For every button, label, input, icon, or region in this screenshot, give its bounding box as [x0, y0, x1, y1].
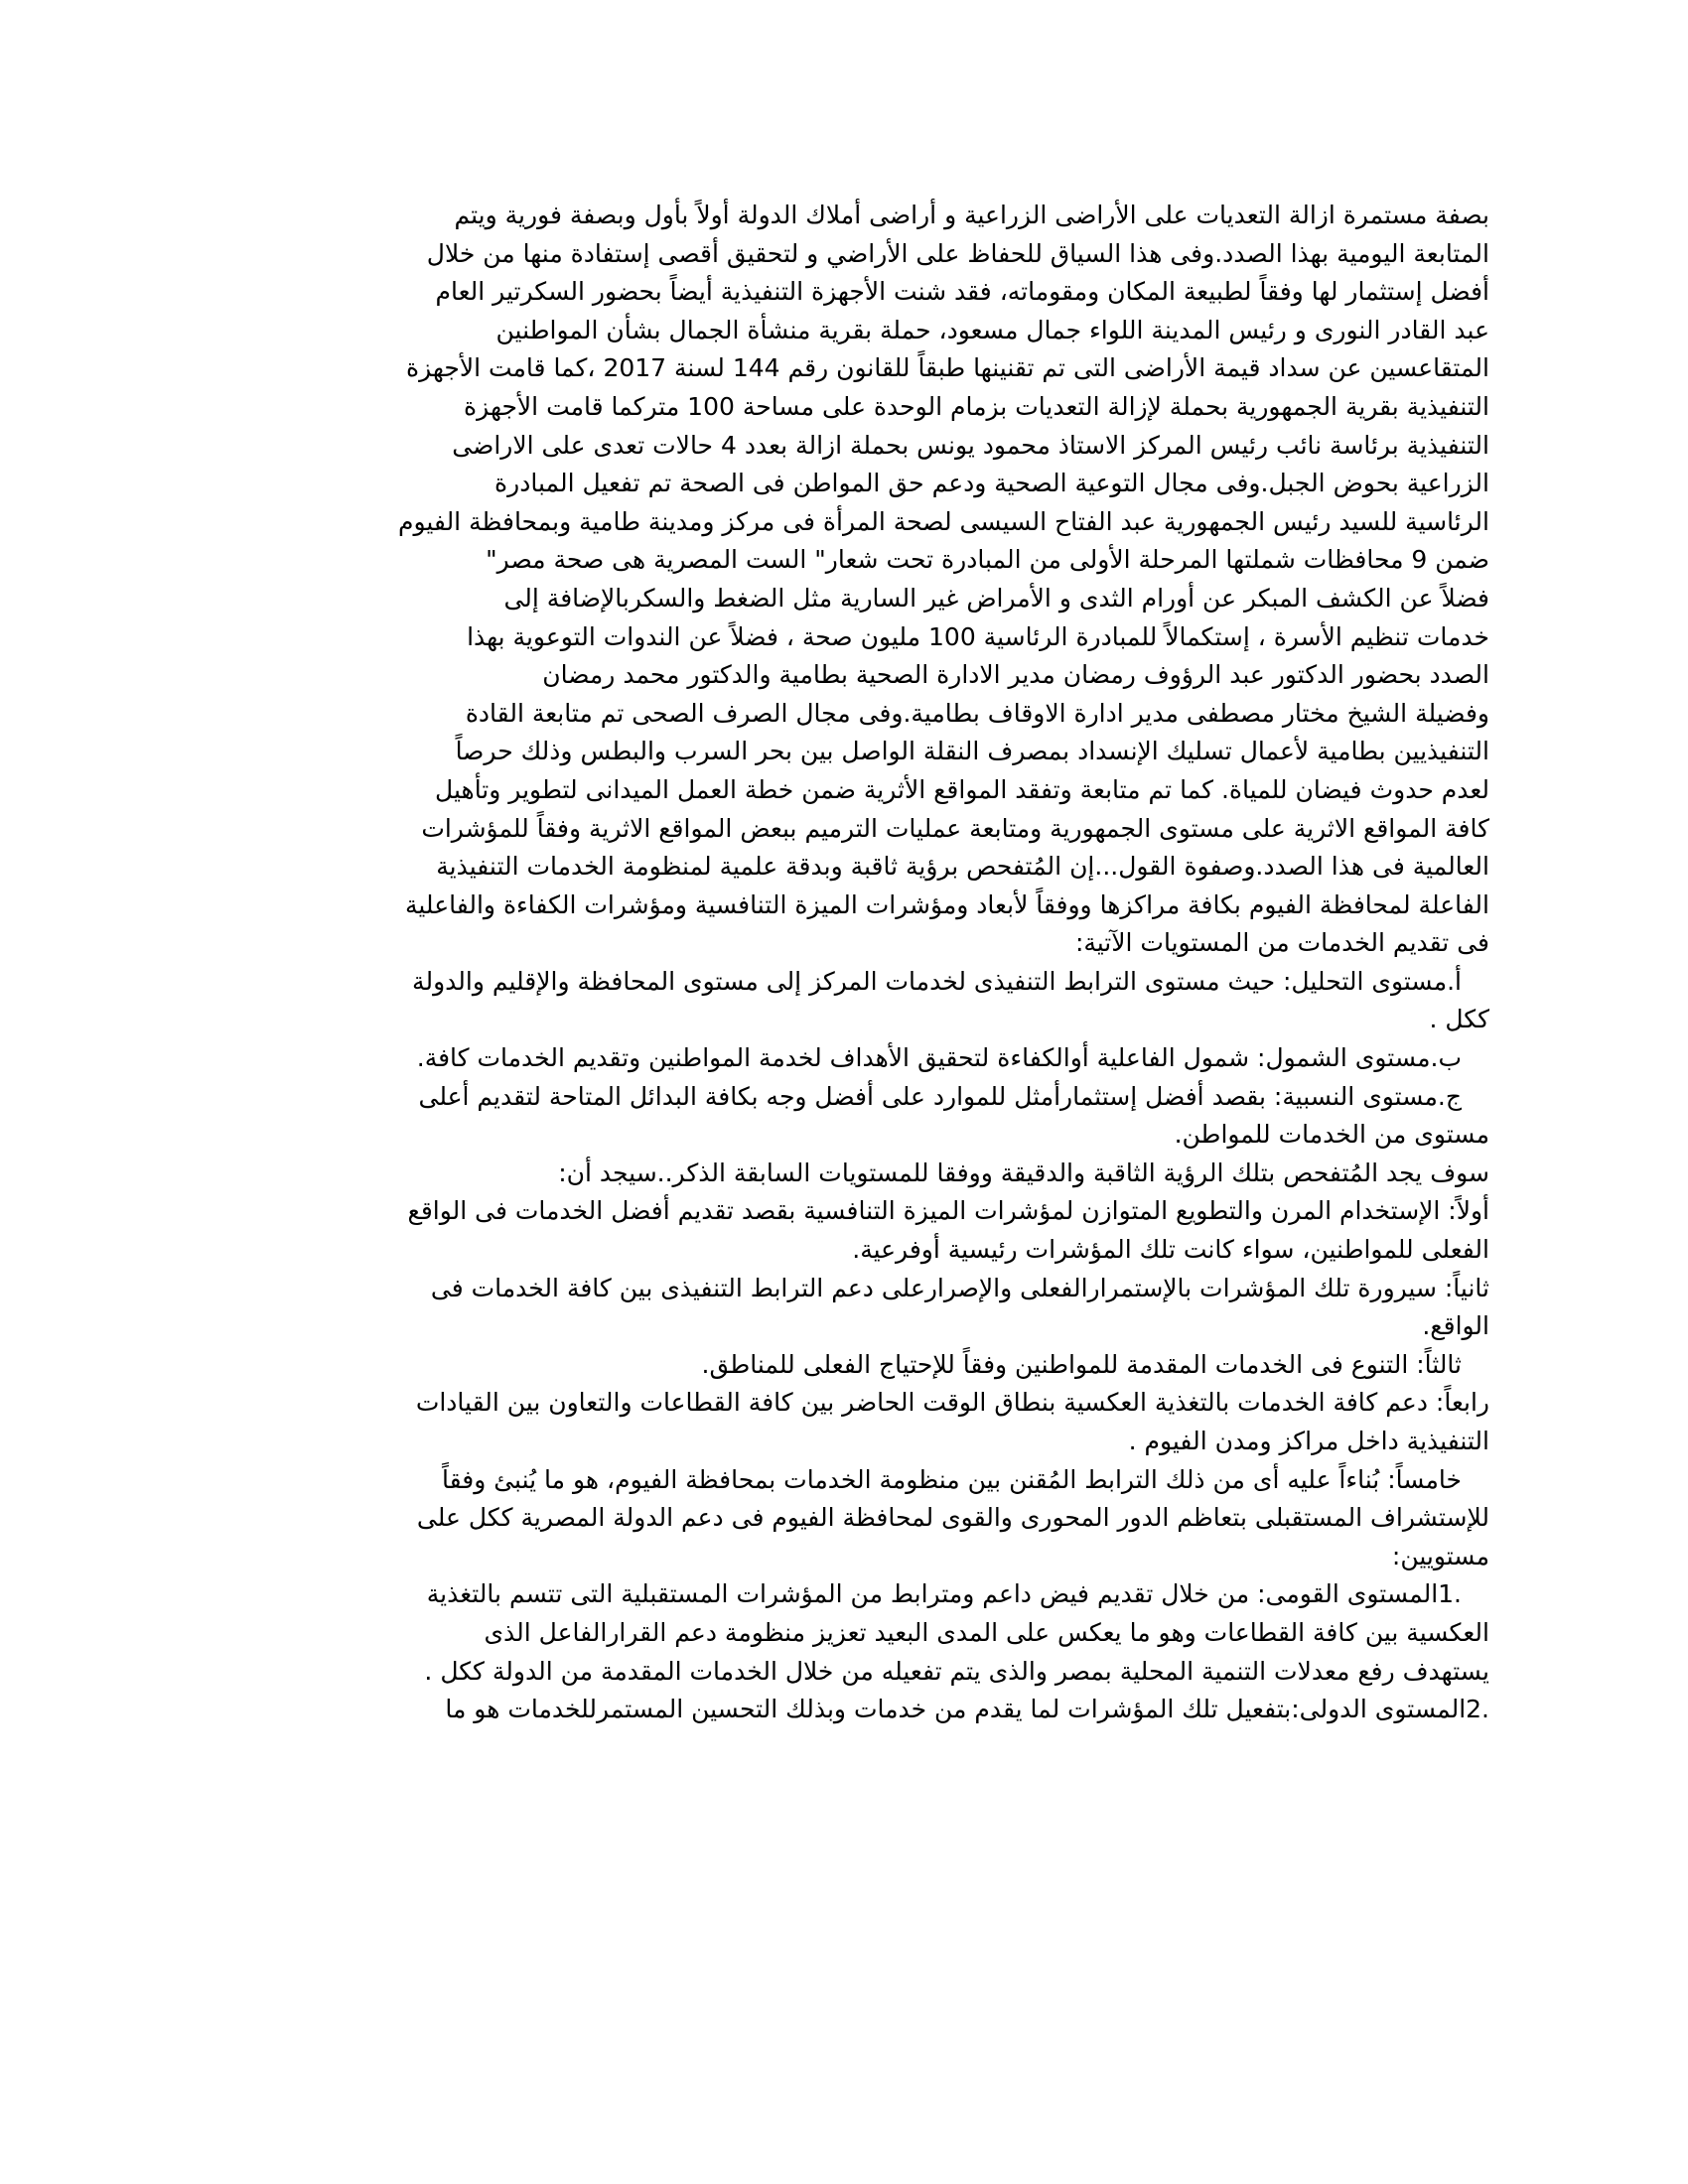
- text-line: التنفيذية داخل مراكز ومدن الفيوم .: [1128, 1427, 1489, 1455]
- text-line: المتقاعسين عن سداد قيمة الأراضى التى تم تقنينها طبقاً للقانون رقم 144 لسنة 2017 ،كما قامت الأجهزة: [405, 353, 1489, 383]
- list-item-line: ثالثاً: التنوع فى الخدمات المقدمة للمواطنين وفقاً للإحتياج الفعلى للمناطق.: [701, 1349, 1462, 1379]
- text-line: خدمات تنظيم الأسرة ، إستكمالاً للمبادرة الرئاسية 100 مليون صحة ، فضلاً عن الندوات التوعوية بهذا: [467, 621, 1489, 651]
- text-line: الرئاسية للسيد رئيس الجمهورية عبد الفتاح السيسى لصحة المرأة فى مركز ومدينة طامية وبمحافظة الفيوم: [397, 506, 1489, 536]
- text-line: الفعلى للمواطنين، سواء كانت تلك المؤشرات رئيسية أوفرعية.: [852, 1235, 1489, 1265]
- text-line: المتابعة اليومية بهذا الصدد.وفى هذا السياق للحفاظ على الأراضي و لتحقيق أقصى إستفادة منها من خلال: [426, 238, 1489, 268]
- list-item-line: ثانياً: سيرورة تلك المؤشرات بالإستمرارالفعلى والإصرارعلى دعم الترابط التنفيذى بين كافة الخدمات فى: [430, 1273, 1489, 1302]
- text-line: لعدم حدوث فيضان للمياة. كما تم متابعة وتفقد المواقع الأثرية ضمن خطة العمل الميدانى لتطوير وتأهيل: [435, 774, 1489, 804]
- text-line: التنفيذية برئاسة نائب رئيس المركز الاستاذ محمود يونس بحملة ازالة بعدد 4 حالات تعدى على الاراضى: [452, 430, 1489, 460]
- text-line: ككل .: [1429, 1005, 1489, 1034]
- text-line: أفضل إستثمار لها وفقاً لطبيعة المكان ومقوماته، فقد شنت الأجهزة التنفيذية أيضاً بحضور السكرتير العام: [435, 277, 1489, 307]
- list-item-line: أولاً: الإستخدام المرن والتطويع المتوازن لمؤشرات الميزة التنافسية بقصد تقديم أفضل الخدمات فى الواقع: [407, 1196, 1489, 1226]
- text-line: للإستشراف المستقبلى بتعاظم الدور المحورى والقوى لمحافظة الفيوم فى دعم الدولة المصرية ككل على: [416, 1503, 1489, 1533]
- text-line: العكسية بين كافة القطاعات وهو ما يعكس على المدى البعيد تعزيز منظومة دعم القرارالفاعل الذى: [484, 1617, 1489, 1647]
- text-line: يستهدف رفع معدلات التنمية المحلية بمصر والذى يتم تفعيله من خلال الخدمات المقدمة من الدولة ككل .: [424, 1656, 1489, 1686]
- text-line: التنفيذية بقرية الجمهورية بحملة لإزالة التعديات بزمام الوحدة على مساحة 100 متركما قامت الأجهزة: [464, 391, 1489, 421]
- text-line: العالمية فى هذا الصدد.وصفوة القول...إن المُتفحص برؤية ثاقبة وبدقة علمية لمنظومة الخدمات التنفيذية: [436, 852, 1489, 882]
- text-line: وفضيلة الشيخ مختار مصطفى مدير ادارة الاوقاف بطامية.وفى مجال الصرف الصحى تم متابعة القادة: [465, 698, 1489, 728]
- text-line: سوف يجد المُتفحص بتلك الرؤية الثاقبة والدقيقة ووفقا للمستويات السابقة الذكر..سيجد أن:: [558, 1158, 1489, 1187]
- list-item-line: ج.مستوى النسبية: بقصد أفضل إستثمارأمثل للموارد على أفضل وجه بكافة البدائل المتاحة لتقديم أعلى: [418, 1081, 1462, 1111]
- list-item-line: رابعاً: دعم كافة الخدمات بالتغذية العكسية بنطاق الوقت الحاضر بين كافة القطاعات والتعاون بين القيادات: [415, 1388, 1489, 1418]
- list-item-line: .1المستوى القومى: من خلال تقديم فيض داعم ومترابط من المؤشرات المستقبلية التى تتسم بالتغذية: [426, 1579, 1462, 1609]
- text-line: مستوى من الخدمات للمواطن.: [1174, 1120, 1489, 1150]
- text-line: الزراعية بحوض الجبل.وفى مجال التوعية الصحية ودعم حق المواطن فى الصحة تم تفعيل المبادرة: [494, 469, 1489, 498]
- text-line: بصفة مستمرة ازالة التعديات على الأراضى الزراعية و أراضى أملاك الدولة أولاً بأول وبصفة فورية ويتم: [454, 201, 1489, 229]
- text-line: كافة المواقع الاثرية على مستوى الجمهورية ومتابعة عمليات الترميم ببعض المواقع الاثرية وفقاً للمؤشرات: [421, 813, 1489, 843]
- list-item-line: أ.مستوى التحليل: حيث مستوى الترابط التنفيذى لخدمات المركز إلى مستوى المحافظة والإقليم والدولة: [412, 966, 1462, 996]
- text-line: عبد القادر النورى و رئيس المدينة اللواء جمال مسعود، حملة بقرية منشأة الجمال بشأن المواطنين: [495, 315, 1489, 344]
- text-line: التنفيذيين بطامية لأعمال تسليك الإنسداد بمصرف النقلة الواصل بين بحر السرب والبطس وذلك حرصاً: [455, 737, 1489, 766]
- list-item-line: .2المستوى الدولى:بتفعيل تلك المؤشرات لما يقدم من خدمات وبذلك التحسين المستمرللخدمات هو ما: [445, 1695, 1489, 1724]
- document-body-text: [199, 197, 1489, 1729]
- text-line: الفاعلة لمحافظة الفيوم بكافة مراكزها ووفقاً لأبعاد ومؤشرات الميزة التنافسية ومؤشرات الكفاءة والفاعلية: [404, 889, 1489, 919]
- list-item-line: ب.مستوى الشمول: شمول الفاعلية أوالكفاءة لتحقيق الأهداف لخدمة المواطنين وتقديم الخدمات كافة.: [416, 1043, 1462, 1073]
- text-line: الواقع.: [1422, 1311, 1489, 1341]
- text-line: مستويين:: [1391, 1541, 1489, 1570]
- text-line: الصدد بحضور الدكتور عبد الرؤوف رمضان مدير الادارة الصحية بطامية والدكتور محمد رمضان: [542, 660, 1489, 690]
- text-line: ضمن 9 محافظات شملتها المرحلة الأولى من المبادرة تحت شعار" الست المصرية هى صحة مصر": [486, 545, 1489, 575]
- list-item-line: خامساً: بُناءاً عليه أى من ذلك الترابط المُقنن بين منظومة الخدمات بمحافظة الفيوم، هو ما يُنبئ وفقاً: [441, 1464, 1462, 1494]
- text-line: فضلاً عن الكشف المبكر عن أورام الثدى و الأمراض غير السارية مثل الضغط والسكربالإضافة إلى: [503, 583, 1489, 613]
- text-line: فى تقديم الخدمات من المستويات الآتية:: [1074, 928, 1489, 958]
